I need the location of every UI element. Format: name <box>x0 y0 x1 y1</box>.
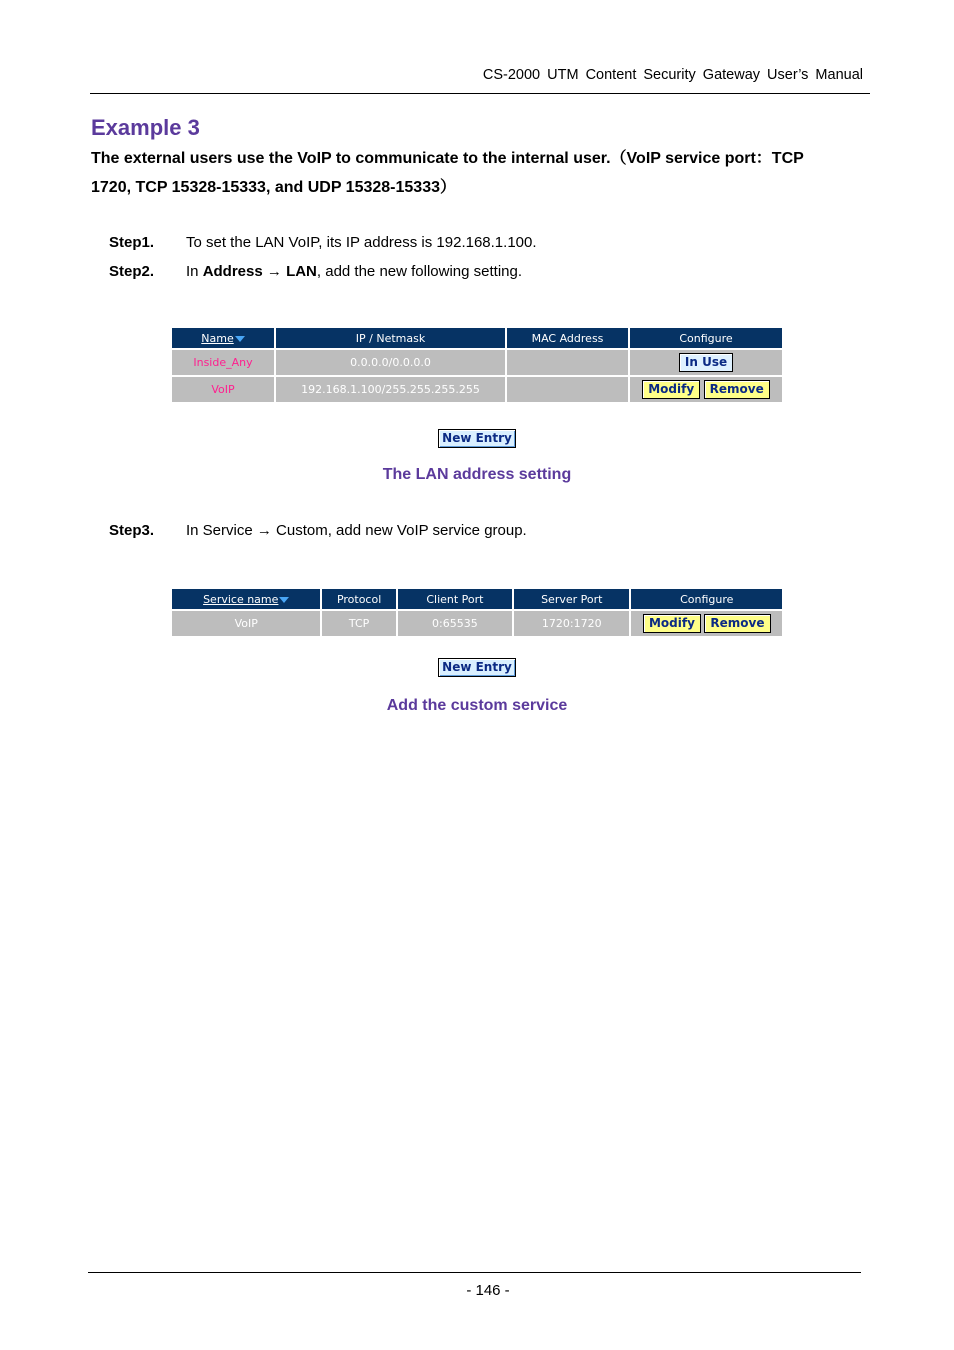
service-server-port: 1720:1720 <box>514 611 629 636</box>
column-header-mac-address: MAC Address <box>507 328 628 348</box>
address-configure <box>630 350 782 375</box>
intro-line-1: The external users use the VoIP to communicate to the internal user.（VoIP service port：TCP <box>91 150 804 167</box>
name-sort-link[interactable]: Name <box>201 331 234 345</box>
column-header-configure: Configure <box>631 589 782 609</box>
service-name: VoIP <box>172 611 320 636</box>
modify-button[interactable]: Modify <box>642 380 700 399</box>
lan-table-caption: The LAN address setting <box>382 466 572 483</box>
address-mac <box>507 377 628 402</box>
lan-new-entry-button[interactable]: New Entry <box>438 429 516 448</box>
modify-button[interactable]: Modify <box>643 614 701 633</box>
service-name-sort-link[interactable]: Service name <box>203 592 279 606</box>
sort-down-arrow-icon[interactable] <box>235 336 245 342</box>
table-row <box>172 350 782 375</box>
step-3-text: In Service → Custom, add new VoIP service group. <box>186 522 527 539</box>
step-3-label: Step3. <box>109 522 155 539</box>
step-2-text <box>186 263 522 280</box>
step-2-suffix: , add the new following setting. <box>316 263 523 280</box>
step-2-lan: LAN <box>286 263 317 280</box>
address-ip-netmask: 192.168.1.100/255.255.255.255 <box>276 377 505 402</box>
service-protocol: TCP <box>322 611 395 636</box>
table-row <box>172 611 782 636</box>
table-row <box>172 377 782 402</box>
service-new-entry-button[interactable]: New Entry <box>438 658 516 677</box>
manual-title: CS-2000 UTM Content Security Gateway User’s Manual <box>482 67 863 83</box>
column-header-ip-netmask: IP / Netmask <box>276 328 505 348</box>
service-configure <box>631 611 782 636</box>
sort-down-arrow-icon[interactable] <box>279 597 289 603</box>
example-intro <box>91 144 871 202</box>
address-name: VoIP <box>172 377 274 402</box>
example-title: Example 3 <box>91 115 200 140</box>
remove-button[interactable]: Remove <box>704 380 770 399</box>
custom-service-table <box>170 587 784 638</box>
column-header-service-name[interactable] <box>172 589 320 609</box>
footer-divider <box>88 1272 861 1273</box>
service-table-caption: Add the custom service <box>386 697 568 714</box>
address-mac <box>507 350 628 375</box>
lan-table-header-row <box>172 328 782 348</box>
step-2-prefix: In <box>186 263 203 280</box>
in-use-button[interactable]: In Use <box>679 353 733 372</box>
intro-line-2: 1720, TCP 15328-15333, and UDP 15328-15333） <box>91 179 456 196</box>
address-name: Inside_Any <box>172 350 274 375</box>
step-2-arrow: → <box>262 263 287 280</box>
page-number: - 146 - <box>466 1282 510 1299</box>
column-header-configure: Configure <box>630 328 782 348</box>
column-header-client-port: Client Port <box>398 589 512 609</box>
header-divider <box>90 93 870 94</box>
step-1-label: Step1. <box>109 234 155 251</box>
column-header-server-port: Server Port <box>514 589 629 609</box>
address-ip-netmask: 0.0.0.0/0.0.0.0 <box>276 350 505 375</box>
lan-address-table <box>170 326 784 404</box>
step-2-address: Address <box>202 263 263 280</box>
step-2-label: Step2. <box>109 263 155 280</box>
remove-button[interactable]: Remove <box>704 614 770 633</box>
column-header-name[interactable] <box>172 328 274 348</box>
service-client-port: 0:65535 <box>398 611 512 636</box>
service-table-header-row <box>172 589 782 609</box>
column-header-protocol: Protocol <box>322 589 395 609</box>
step-1-text: To set the LAN VoIP, its IP address is 192.168.1.100. <box>186 234 537 251</box>
address-configure <box>630 377 782 402</box>
